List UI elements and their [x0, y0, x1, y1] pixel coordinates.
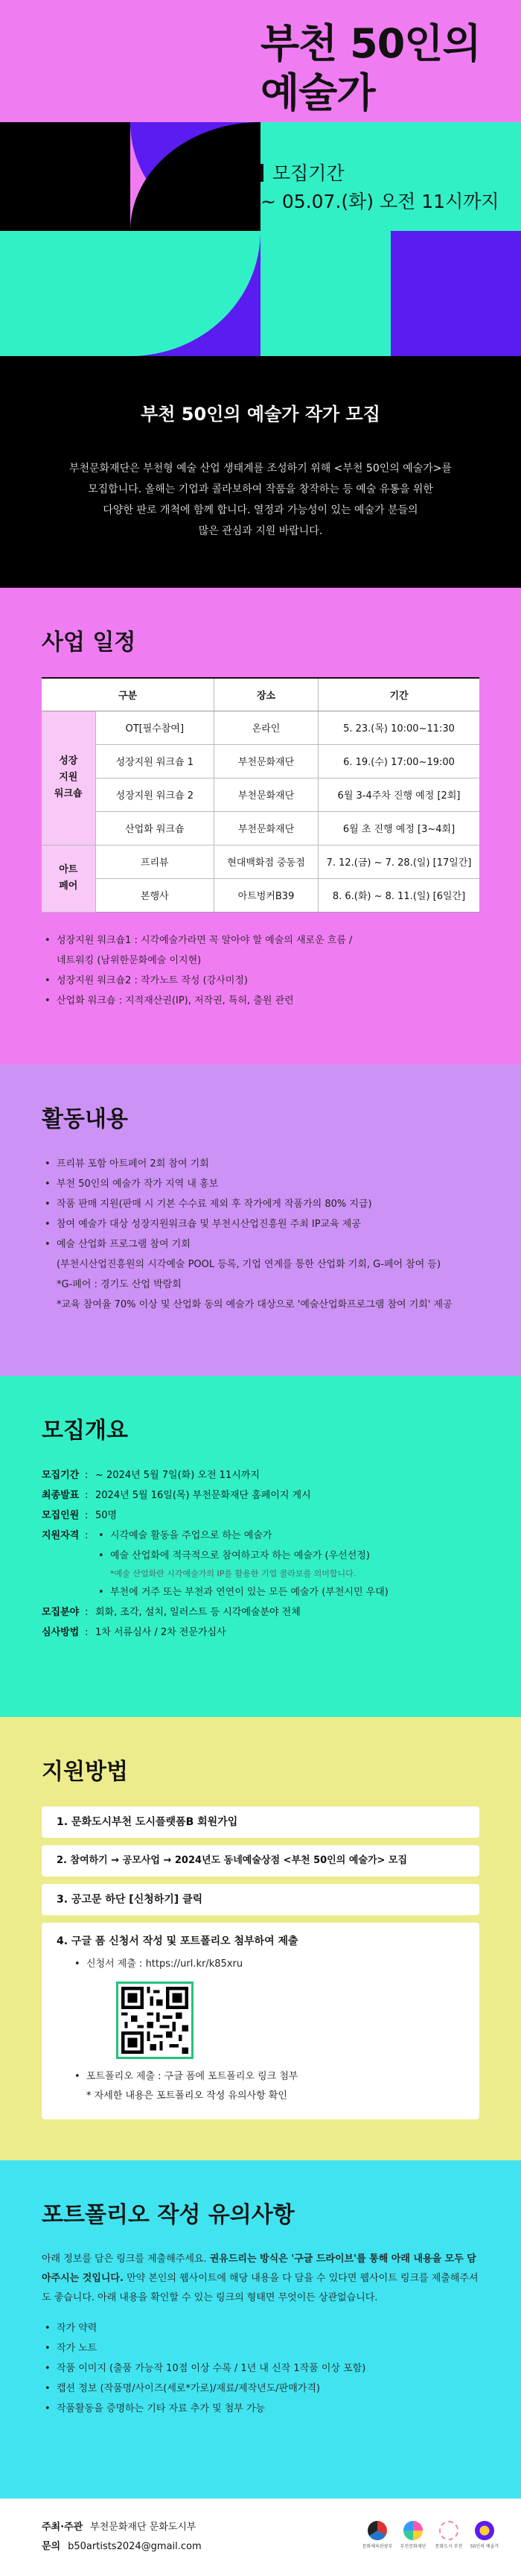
- activity-heading: 활동내용: [42, 1106, 128, 1132]
- list-item: • 부천 50인의 예술가 작가 지역 내 홍보: [42, 1174, 479, 1194]
- cell-period: 8. 6.(화) ~ 8. 11.(일) [6일간]: [319, 878, 479, 912]
- table-row: [42, 711, 479, 744]
- overview-row: 모집분야 : 회화, 조각, 설치, 일러스트 등 시각예술분야 전체: [42, 1607, 301, 1618]
- period-value: ~ 05.07.(화) 오전 11시까지: [260, 191, 499, 212]
- hero-mint-block-1: [0, 231, 130, 356]
- intro-line: 모집합니다. 올해는 기업과 콜라보하여 작품을 창작하는 등 예술 유통을 위한: [88, 483, 433, 495]
- intro-heading: 부천 50인의 예술가 작가 모집: [141, 404, 380, 425]
- list-item: • 캡션 정보 (작품명/사이즈(세로*가로)/재료/제작년도/판매가격): [42, 2379, 479, 2399]
- list-item: • 작가 노트: [42, 2338, 479, 2358]
- overview-row: 최종발표 : 2024년 5월 16일(목) 부천문화재단 홈페이지 게시: [42, 1490, 311, 1501]
- portfolio-heading: 포트폴리오 작성 유의사항: [42, 2202, 295, 2228]
- apply-step-2: 2. 참여하기 → 공모사업 → 2024년도 동네예술상점 <부천 50인의 예술가> 모집: [42, 1845, 479, 1877]
- group-workshop: 성장 지원 워크숍: [42, 711, 95, 845]
- list-item: • 참여 예술가 대상 성장지원워크숍 및 부천시산업진흥원 주최 IP교육 제공: [42, 1214, 479, 1234]
- overview-heading: 모집개요: [42, 1418, 128, 1444]
- col-header-period: 기간: [319, 678, 479, 711]
- apply-heading: 지원방법: [42, 1759, 128, 1785]
- intro-line: 다양한 판로 개척에 함께 합니다. 열정과 가능성이 있는 예술가 분들의: [103, 504, 418, 516]
- cell-place: 부천문화재단: [214, 811, 319, 845]
- cell-period: 6. 19.(수) 17:00~19:00: [319, 744, 479, 778]
- form-link[interactable]: • 신청서 제출 : https://url.kr/k85xru: [71, 1954, 464, 1974]
- hero-title-line2: 예술가: [260, 69, 375, 116]
- table-row: [42, 744, 479, 778]
- hero-banner: [0, 0, 521, 356]
- list-item: • 작품활동을 증명하는 기타 자료 추가 및 첨부 가능: [42, 2399, 479, 2419]
- schedule-section: [0, 588, 521, 1065]
- list-item: • 부천에 거주 또는 부천과 연연이 있는 모든 예술가 (부천시민 우대): [95, 1582, 479, 1602]
- hero-title: [260, 19, 481, 118]
- cell-period: 7. 12.(금) ~ 7. 28.(일) [17일간]: [319, 845, 479, 878]
- cell-place: 온라인: [214, 711, 319, 744]
- list-item: • 작품 판매 지원(판매 시 기본 수수료 제외 후 작가에게 작품가의 80% 지급): [42, 1194, 479, 1214]
- cell-place: 부천문화재단: [214, 744, 319, 778]
- table-row: [42, 878, 479, 912]
- list-item: • 성장지원 워크숍1 : 시각예술가라면 꼭 알아야 할 예술의 새로운 흐름 / 네트워킹 (남위한문화예술 이지현): [42, 930, 479, 971]
- qualification-list: [95, 1526, 479, 1566]
- footer: [0, 2499, 521, 2576]
- apply-step-1: 1. 문화도시부천 도시플랫폼B 회원가입: [42, 1806, 479, 1838]
- list-item: • 포트폴리오 제출 : 구글 폼에 포트폴리오 링크 첨부: [71, 2066, 464, 2087]
- group-artfair: 아트 페어: [42, 845, 95, 912]
- intro-section: [0, 356, 521, 588]
- apply-step-4: [42, 1923, 479, 2119]
- intro-line: 부천문화재단은 부천형 예술 산업 생태계를 조성하기 위해 <부천 50인의 예술가>를: [68, 463, 453, 475]
- schedule-notes: [42, 930, 479, 1011]
- list-item: • 시각예술 활동을 주업으로 하는 예술가: [95, 1526, 479, 1546]
- portfolio-paragraph: 아래 정보를 담은 링크를 제출해주세요. 권유드리는 방식은 '구글 드라이브'를 통해 아래 내용을 모두 담아주시는 것입니다. 만약 본인의 웹사이트에 해당 내용을 다 담을 수 있다면 웹사이트 링크를 제출해주셔도 좋습니다. 아래 내용을 확인할 수 있는 링크의 형태면 무엇이든 상관없습니다.: [42, 2253, 479, 2303]
- list-item: • 작가 약력: [42, 2318, 479, 2338]
- period-bar: [260, 164, 263, 182]
- contact-email[interactable]: b50artists2024@gmail.com: [68, 2541, 202, 2552]
- overview-row: 모집기간 : ~ 2024년 5월 7일(화) 오전 11시까지: [42, 1470, 260, 1481]
- activity-section: [0, 1065, 521, 1376]
- overview-row: 심사방법 : 1차 서류심사 / 2차 전문가심사: [42, 1627, 226, 1638]
- apply-step-3: 3. 공고문 하단 [신청하기] 클릭: [42, 1884, 479, 1915]
- period-label: 모집기간: [272, 162, 345, 184]
- apply-section: [0, 1717, 521, 2160]
- cell-place: 아트벙커B39: [214, 878, 319, 912]
- footer-host: 주최·주관 부천문화재단 문화도시부: [42, 2522, 196, 2533]
- list-item: • 예술 산업화에 적극적으로 참여하고자 하는 예술가 (우선선정): [95, 1546, 479, 1566]
- table-row: [42, 845, 479, 878]
- cell-period: 5. 23.(목) 10:00~11:30: [319, 711, 479, 744]
- list-item: • 성장지원 워크숍2 : 작가노트 작성 (강사미정): [42, 971, 479, 991]
- portfolio-note: * 자세한 내용은 포트폴리오 작성 유의사항 확인: [86, 2090, 287, 2101]
- overview-row: 모집인원 : 50명: [42, 1510, 118, 1521]
- cell-period: 6월 3-4주차 진행 예정 [2회]: [319, 778, 479, 811]
- schedule-heading: 사업 일정: [42, 629, 136, 656]
- intro-line: 많은 관심과 지원 바랍니다.: [198, 525, 323, 537]
- portfolio-list: [42, 2318, 479, 2419]
- activity-sub: *G-페어 : 경기도 산업 박람회: [57, 1279, 182, 1290]
- list-item: • 예술 산업화 프로그램 참여 기회: [42, 1234, 479, 1254]
- list-item: • 작품 이미지 (출품 가능작 10점 이상 수록 / 1년 내 신작 1작품 이상 포함): [42, 2358, 479, 2379]
- cell-name: 성장지원 워크숍 1: [95, 744, 214, 778]
- table-row: [42, 778, 479, 811]
- activity-list: [42, 1154, 479, 1254]
- list-item: • 프리뷰 포함 아트페어 2회 참여 기회: [42, 1154, 479, 1174]
- mcst-logo-icon: 문화체육관광부: [363, 2521, 391, 2554]
- bcf-logo-icon: 부천문화재단: [399, 2521, 427, 2554]
- list-item: • 산업화 워크숍 : 지적재산권(IP), 저작권, 특허, 출원 관련: [42, 991, 479, 1011]
- cell-name: 프리뷰: [95, 845, 214, 878]
- activity-sub: (부천시산업진흥원의 시각예술 POOL 등록, 기업 연계를 통한 산업화 기회, G-페어 참여 등): [57, 1259, 441, 1270]
- cell-period: 6월 초 진행 예정 [3~4회]: [319, 811, 479, 845]
- fifty-artists-logo-icon: 50인의 예술가: [470, 2521, 499, 2554]
- hero-purple-block: [391, 231, 521, 356]
- hero-title-line1: 부천 50인의: [260, 20, 481, 67]
- portfolio-section: [0, 2160, 521, 2499]
- cell-place: 현대백화점 중동점: [214, 845, 319, 878]
- cell-name: OT[필수참여]: [95, 711, 214, 744]
- hero-black-block: [0, 122, 130, 231]
- footer-contact: 문의 b50artists2024@gmail.com: [42, 2541, 202, 2552]
- qualification-note: *예술 산업화란 시각예술가의 IP를 활용한 기업 콜라보를 의미합니다.: [110, 1569, 357, 1579]
- schedule-table: [42, 677, 479, 913]
- cell-name: 본행사: [95, 878, 214, 912]
- qr-code[interactable]: [116, 1982, 194, 2059]
- sponsor-logos: [363, 2521, 499, 2554]
- cell-place: 부천문화재단: [214, 778, 319, 811]
- cell-name: 성장지원 워크숍 2: [95, 778, 214, 811]
- culture-city-logo-icon: 문화도시 부천: [435, 2521, 463, 2554]
- table-row: [42, 811, 479, 845]
- hero-pink-block: [0, 0, 130, 122]
- col-header-place: 장소: [214, 678, 319, 711]
- hero-period: [260, 159, 499, 216]
- overview-row: 지원자격 : • 시각예술 활동을 주업으로 하는 예술가 • 예술 산업화에 적극적으로 참여하고자 하는 예술가 (우선선정) *예술 산업화란 시각예술가의 IP를 활용한 기업 콜라보를 의미합니다. • 부천에 거주 또는 부천과 연연이 있는 모든 예술가 (부천시민 우대): [42, 1526, 479, 1602]
- activity-sub: *교육 참여율 70% 이상 및 산업화 동의 예술가 대상으로 '예술산업화프로그램 참여 기회' 제공: [57, 1299, 453, 1310]
- cell-name: 산업화 워크숍: [95, 811, 214, 845]
- apply-step-4-title: 4. 구글 폼 신청서 작성 및 포트폴리오 첨부하여 제출: [57, 1935, 298, 1947]
- overview-section: [0, 1376, 521, 1717]
- col-header-category: 구분: [42, 678, 214, 711]
